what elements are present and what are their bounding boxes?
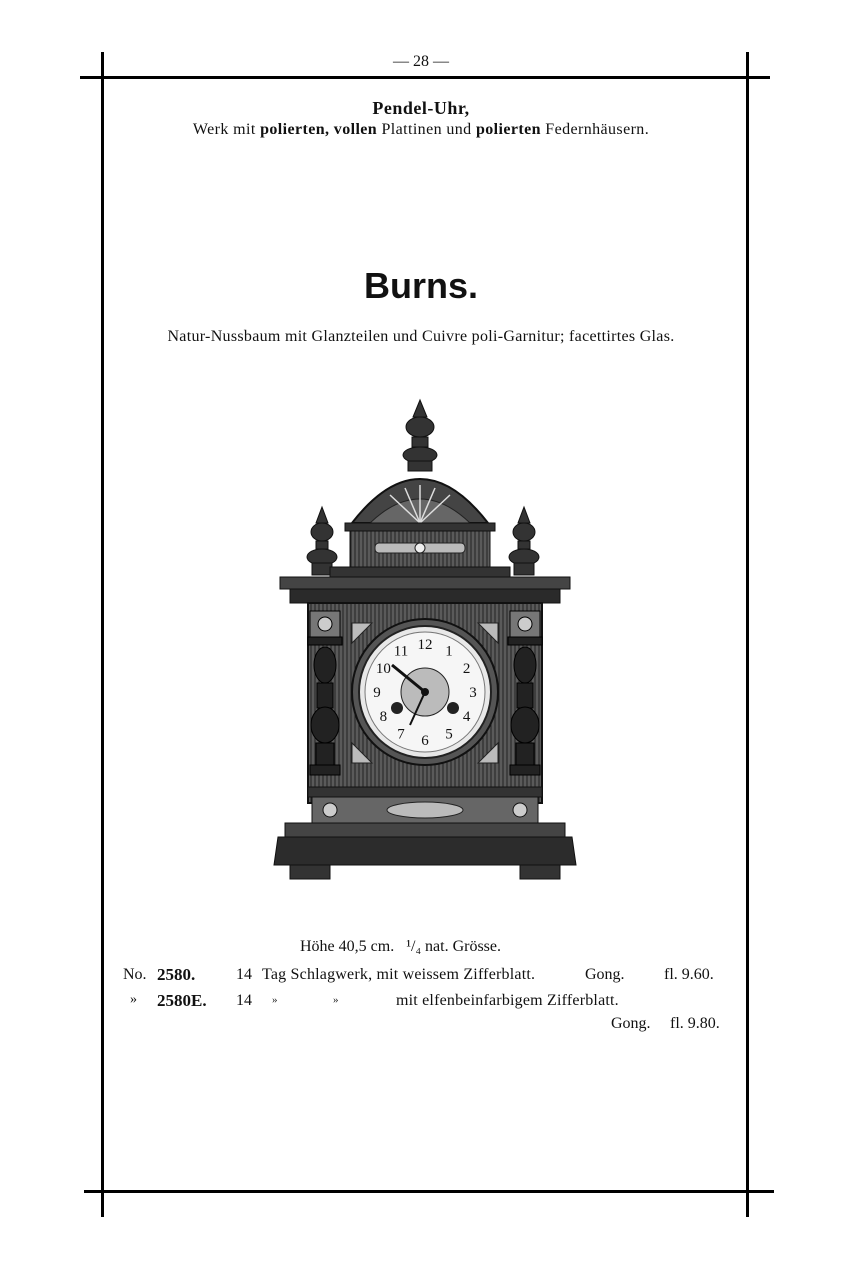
item-days: 14 [236,992,252,1009]
subtitle-bold-2: polierten [475,121,541,138]
clock-base [285,823,565,837]
top-finial [403,400,437,471]
subtitle-bold-1: polierten, vollen [260,121,378,138]
top-rule [80,76,770,79]
subtitle-part-2: Plattinen und [377,121,476,138]
subtitle-part-1: Werk mit [192,121,261,138]
left-rule [101,52,104,1217]
ditto-mark: » [272,994,278,1006]
item-price: fl. 9.80. [670,1015,720,1032]
clock-illustration [270,395,580,890]
dial-numeral: 9 [373,685,381,701]
dial-numeral: 2 [462,661,471,677]
item-gong: Gong. [611,1015,651,1032]
dial-numeral: 12 [417,637,433,653]
dial-numeral: 6 [421,733,429,749]
item-gong: Gong. [585,966,625,983]
dial-numeral: 3 [469,685,477,701]
scale-text: ¹/₄ nat. Grösse. [406,938,502,955]
item-number: 2580. [157,965,196,984]
item-days: 14 [236,966,252,983]
model-description: Natur-Nussbaum mit Glanzteilen und Cuivre poli-Garnitur; facettirtes Glas. [167,328,675,345]
item-description: mit elfenbeinfarbigem Zifferblatt. [396,992,619,1009]
left-finial [307,507,337,575]
bottom-rule [84,1190,774,1193]
right-rule [746,52,749,1217]
dial-numeral: 7 [397,726,405,743]
height-text: Höhe 40,5 cm. [300,938,395,955]
item-description: Tag Schlagwerk, mit weissem Zifferblatt. [262,966,536,983]
right-finial [509,507,539,575]
item-number: 2580E. [157,991,207,1010]
dial-numeral: 1 [445,643,453,660]
header-title: Pendel-Uhr, [372,98,470,118]
ditto-mark: » [333,994,339,1006]
subtitle-part-3: Federnhäusern. [540,121,650,138]
page-number: — 28 — [393,53,449,70]
item-price: fl. 9.60. [664,966,714,983]
item-prefix: No. [123,966,147,983]
header-subtitle [0,121,842,139]
dial-numeral: 11 [393,643,409,660]
dial-numeral: 8 [379,709,388,725]
dial-numeral: 4 [462,709,471,725]
dial-numeral: 5 [445,726,453,743]
dimensions-line [300,938,501,956]
model-name: Burns. [363,265,478,306]
dial-numeral: 10 [375,661,391,677]
clock-dial [352,619,498,765]
item-prefix: » [130,992,137,1007]
